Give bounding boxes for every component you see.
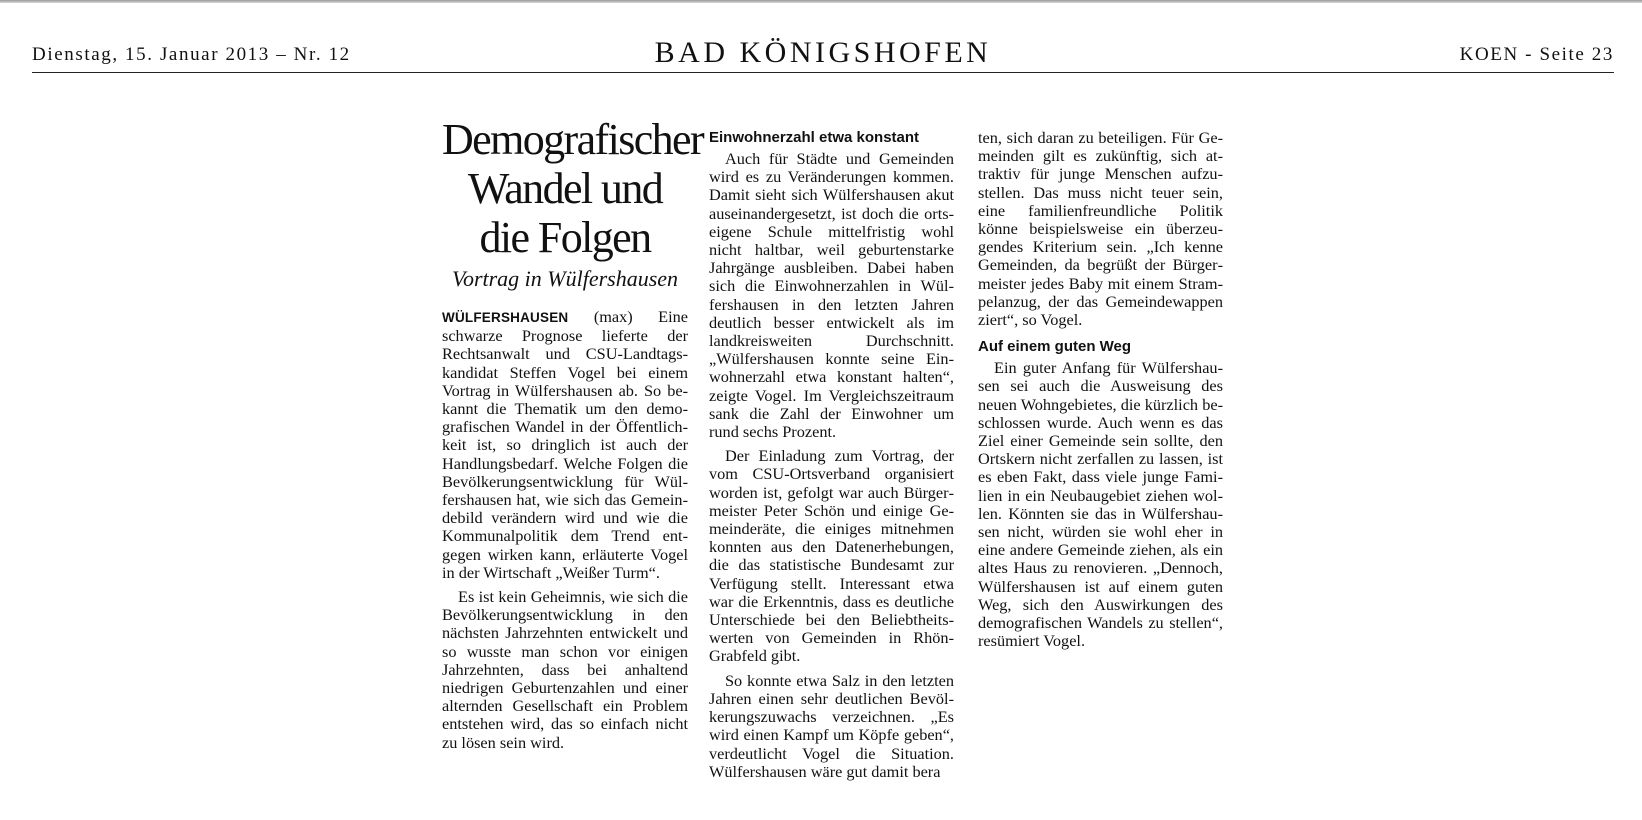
- lead-text: Eine schwarze Prognose lieferte der Rechtsanwalt und CSU-Landtagskandidat Steffen Vogel bei einem Vortrag in Wülfershausen ab. So bekannt die Thematik um den demografischen Wandel in der Öffentlichkeit ist, so dringlich ist auch der Handlungsbedarf. Welche Folgen die Bevölkerungsentwicklung für Wülfershausen hat, wie sich das Gemeindebild verändern wird und wie die Kommunalpolitik dem Trend entgegen wirken kann, erläuterte Vogel in der Wirtschaft „Weißer Turm“.: [442, 307, 688, 582]
- headline: Demografischer Wandel und die Folgen: [442, 115, 704, 262]
- lead-paragraph: [442, 308, 688, 582]
- issue-date: Dienstag, 15. Januar 2013 – Nr. 12: [32, 44, 351, 65]
- paragraph: So konnte etwa Salz in den letzten Jahren einen sehr deutlichen Bevölkerungszuwachs verzeichnen. „Es wird einen Kampf um Köpfe geben“, verdeutlicht Vogel die Situation. Wülfershausen wäre gut damit bera: [709, 670, 954, 781]
- top-border: [0, 0, 1642, 3]
- paragraph: Es ist kein Geheimnis, wie sich die Bevölkerungsentwicklung in den nächsten Jahrzehnten entwickelt und so wusste man schon vor einigen Jahrzehnten, dass bei anhaltend niedrigen Geburtenzahlen und einer alternden Gesellschaft ein Problem entstehen wird, das so einfach nicht zu lösen sein wird.: [442, 587, 688, 752]
- section-heading: Einwohnerzahl etwa konstant: [709, 129, 920, 146]
- author-tag: (max): [593, 307, 633, 326]
- article-column-3: [978, 129, 1223, 650]
- section-heading: Auf einem guten Weg: [978, 338, 1132, 356]
- article-column-2: [709, 129, 954, 781]
- paragraph: Der Einladung zum Vortrag, der vom CSU-Ortsverband organisiert worden ist, gefolgt war auch Bürgermeister Peter Schön und einige Gemeinderäte, die einiges mitnehmen konnten aus den Datenerhebungen, die das statistische Bundesamt zur Verfügung stellt. Interessant etwa war die Erkenntnis, dass es deutliche Unterschiede bei den Beliebtheitswerten von Gemeinden in Rhön-Grabfeld gibt.: [709, 446, 954, 666]
- page-reference: KOEN - Seite 23: [1459, 44, 1614, 65]
- paragraph: Auch für Städte und Gemeinden wird es zu Veränderungen kommen. Damit sieht sich Wülfershausen akut auseinandergesetzt, ist doch die ortseigene Schule mittelfristig wohl nicht haltbar, weil geburtenstarke Jahrgänge ausbleiben. Dabei haben sich die Einwohnerzahlen in Wülfershausen in den letzten Jahren deutlich besser entwickelt als im landkreisweiten Durchschnitt. „Wülfershausen konnte seine Einwohnerzahl etwa konstant halten“, zeigte Vogel. Im Vergleichszeitraum sank die Zahl der Einwohner um rund sechs Prozent.: [709, 149, 954, 442]
- masthead: [32, 36, 1614, 73]
- paragraph: ten, sich daran zu beteiligen. Für Gemeinden gilt es zukünftig, sich attraktiv für junge Menschen aufzustellen. Das muss nicht teuer sein, eine familienfreundliche Politik könne beispielsweise ein überzeugendes Kriterium sein. „Ich kenne Gemeinden, da begrüßt der Bürgermeister jedes Baby mit einem Strampelanzug, der das Gemeindewappen ziert“, so Vogel.: [978, 128, 1223, 330]
- subheadline: Vortrag in Wülfershausen: [451, 266, 679, 291]
- dateline: WÜLFERSHAUSEN: [442, 310, 569, 325]
- section-title: BAD KÖNIGSHOFEN: [654, 36, 992, 69]
- article-column-1: [442, 115, 704, 752]
- paragraph: Ein guter Anfang für Wülfershausen sei auch die Ausweisung des neuen Wohngebietes, die kürzlich beschlossen wurde. Auch wenn es das Ziel einer Gemeinde sein sollte, den Ortskern nicht zerfallen zu lassen, ist es eben Fakt, dass viele junge Familien in ein Neubaugebiet ziehen wollen. Könnten sie das in Wülfershausen nicht, würden sie wohl eher in eine andere Gemeinde ziehen, als ein altes Haus zu renovieren. „Dennoch, Wülfershausen ist auf einem guten Weg, sich den Auswirkungen des demografischen Wandels zu stellen“, resümiert Vogel.: [978, 358, 1223, 651]
